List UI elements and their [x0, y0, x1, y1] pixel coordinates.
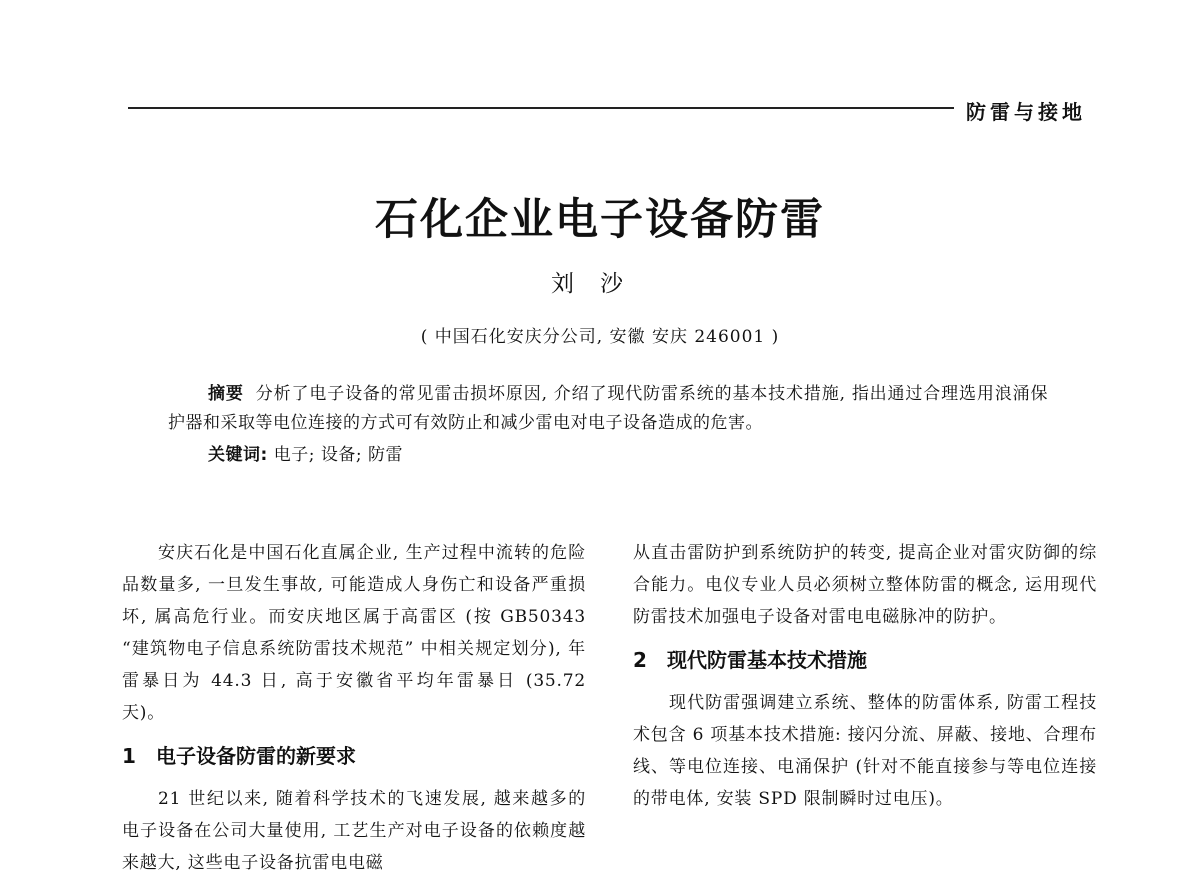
section-1-paragraph: 21 世纪以来, 随着科学技术的飞速发展, 越来越多的电子设备在公司大量使用, 工艺生产对电子设备的依赖度越来越大, 这些电子设备抗雷电电磁 — [122, 789, 586, 873]
abstract-text: 分析了电子设备的常见雷击损坏原因, 介绍了现代防雷系统的基本技术措施, 指出通过合理选用浪涌保护器和采取等电位连接的方式可有效防止和减少雷电对电子设备造成的危害。 — [168, 384, 1048, 433]
section-2-title: 现代防雷基本技术措施 — [667, 648, 867, 672]
affiliation: ( 中国石化安庆分公司, 安徽 安庆 246001 ) — [420, 327, 780, 347]
abstract-label: 摘要 — [208, 384, 244, 404]
section-1-heading — [122, 741, 586, 771]
section-2-number: 2 — [633, 648, 647, 672]
right-column — [633, 537, 1097, 815]
abstract — [168, 380, 1048, 438]
keywords-text: 电子; 设备; 防雷 — [273, 445, 403, 465]
intro-paragraph: 安庆石化是中国石化直属企业, 生产过程中流转的危险品数量多, 一旦发生事故, 可能造成人身伤亡和设备严重损坏, 属高危行业。而安庆地区属于高雷区 (按 GB50343 “建筑物电子信息系统防雷技术规范” 中相关规定划分), 年雷暴日为 44.3 日, 高于安徽省平均年雷暴日 (35.72 天)。 — [122, 543, 586, 723]
header-rule — [128, 107, 954, 109]
paper-title: 石化企业电子设备防雷 — [375, 195, 825, 245]
keywords — [208, 440, 403, 465]
section-1-number: 1 — [122, 744, 136, 768]
continued-paragraph: 从直击雷防护到系统防护的转变, 提高企业对雷灾防御的综合能力。电仪专业人员必须树立整体防雷的概念, 运用现代防雷技术加强电子设备对雷电电磁脉冲的防护。 — [633, 543, 1097, 627]
section-1-title: 电子设备防雷的新要求 — [156, 744, 356, 768]
left-column — [122, 537, 586, 879]
keywords-label: 关键词: — [208, 445, 268, 465]
section-2-paragraph: 现代防雷强调建立系统、整体的防雷体系, 防雷工程技术包含 6 项基本技术措施: 接闪分流、屏蔽、接地、合理布线、等电位连接、电涌保护 (针对不能直接参与等电位连接的带电体, 安装 SPD 限制瞬时过电压)。 — [633, 693, 1097, 809]
section-tag: 防雷与接地 — [966, 100, 1086, 124]
author-name: 刘沙 — [551, 271, 649, 297]
section-2-heading — [633, 645, 1097, 675]
